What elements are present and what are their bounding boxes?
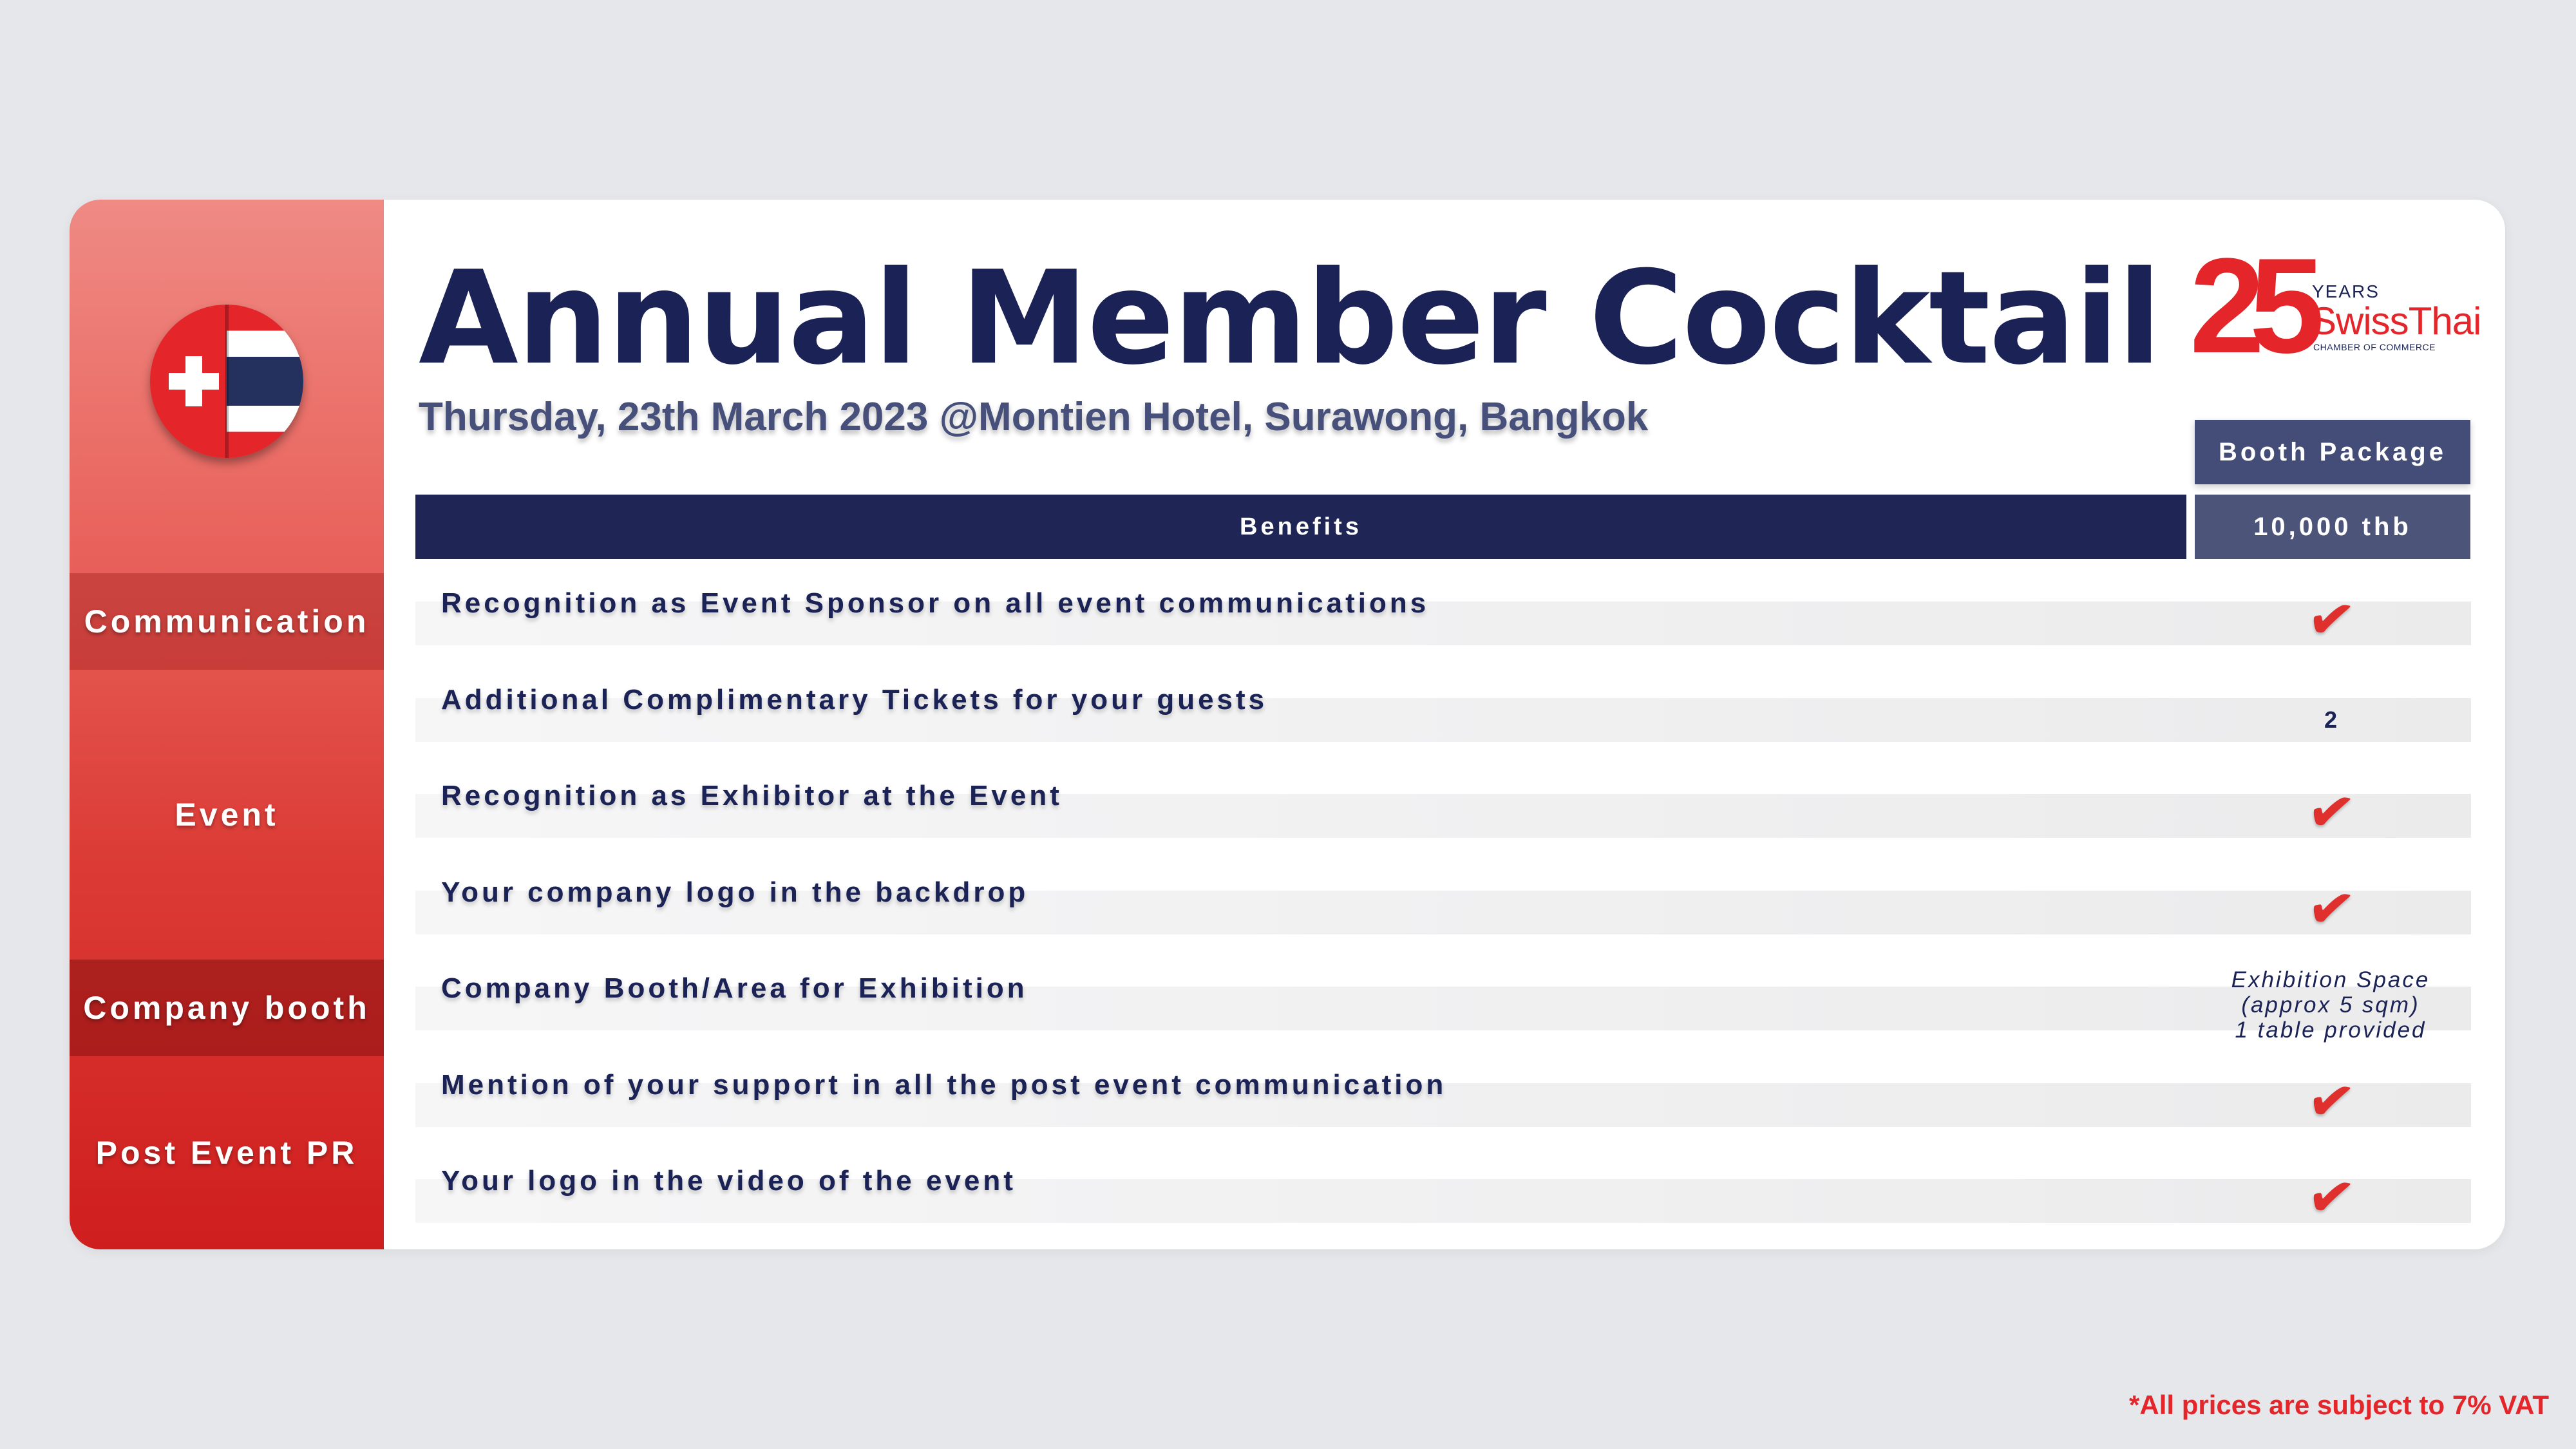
benefit-value: [2193, 584, 2468, 654]
logo-brand: [2311, 301, 2481, 342]
logo-years: YEARS: [2312, 281, 2380, 301]
benefit-label: Mention of your support in all the post event communication: [441, 1069, 1447, 1101]
benefits-header: Benefits: [415, 495, 2186, 559]
checkmark-icon: ✔: [2303, 1066, 2360, 1136]
booth-note-line: Exhibition Space: [2231, 967, 2430, 992]
checkmark-icon: ✔: [2303, 584, 2360, 654]
booth-package-header: Booth Package: [2195, 420, 2470, 484]
booth-note-line: (approx 5 sqm): [2241, 992, 2420, 1018]
benefit-value: [2193, 777, 2468, 847]
category-company-booth: Company booth: [70, 960, 384, 1056]
vat-footnote: *All prices are subject to 7% VAT: [2129, 1390, 2549, 1420]
benefit-row: [415, 1162, 2471, 1232]
benefit-label: Your company logo in the backdrop: [441, 876, 1029, 908]
logo-25: 25: [2190, 230, 2309, 381]
benefit-row: [415, 777, 2471, 847]
checkmark-icon: ✔: [2303, 1162, 2360, 1232]
benefit-row: [415, 584, 2471, 654]
booth-note-line: 1 table provided: [2235, 1018, 2427, 1043]
benefit-label: Recognition as Event Sponsor on all event communications: [441, 587, 1430, 619]
swiss-thai-flag-icon: [150, 305, 303, 458]
logo-chamber: CHAMBER OF COMMERCE: [2313, 342, 2436, 352]
benefit-row: [415, 684, 2471, 742]
benefit-value: [2193, 1066, 2468, 1136]
benefit-row: [415, 873, 2471, 943]
swissthai-25-years-logo: [2190, 230, 2481, 383]
category-post-event-pr: Post Event PR: [95, 1135, 358, 1171]
event-subtitle: Thursday, 23th March 2023 @Montien Hotel, Surawong, Bangkok: [419, 395, 1649, 439]
page-title: Annual Member Cocktail: [419, 243, 2161, 393]
checkmark-icon: ✔: [2303, 777, 2360, 847]
category-sidebar: [70, 200, 384, 1249]
benefit-value: [2193, 1162, 2468, 1232]
booth-space-note: [2193, 967, 2468, 1043]
benefit-label: Additional Complimentary Tickets for your guests: [441, 684, 1268, 715]
ticket-count: 2: [2324, 706, 2338, 733]
booth-package-price: 10,000 thb: [2195, 495, 2470, 559]
benefit-label: Recognition as Exhibitor at the Event: [441, 780, 1063, 811]
checkmark-icon: ✔: [2303, 873, 2360, 943]
benefit-row: [415, 1066, 2471, 1136]
benefit-label: Company Booth/Area for Exhibition: [441, 972, 1028, 1004]
logo-brand-swiss: Swiss: [2311, 299, 2409, 343]
benefit-row: [415, 967, 2471, 1043]
category-communication: Communication: [70, 573, 384, 670]
benefit-value: [2193, 873, 2468, 943]
category-event: Event: [175, 797, 279, 833]
logo-brand-thai: Thai: [2408, 299, 2481, 343]
benefit-label: Your logo in the video of the event: [441, 1165, 1016, 1197]
benefit-value: [2193, 698, 2468, 742]
